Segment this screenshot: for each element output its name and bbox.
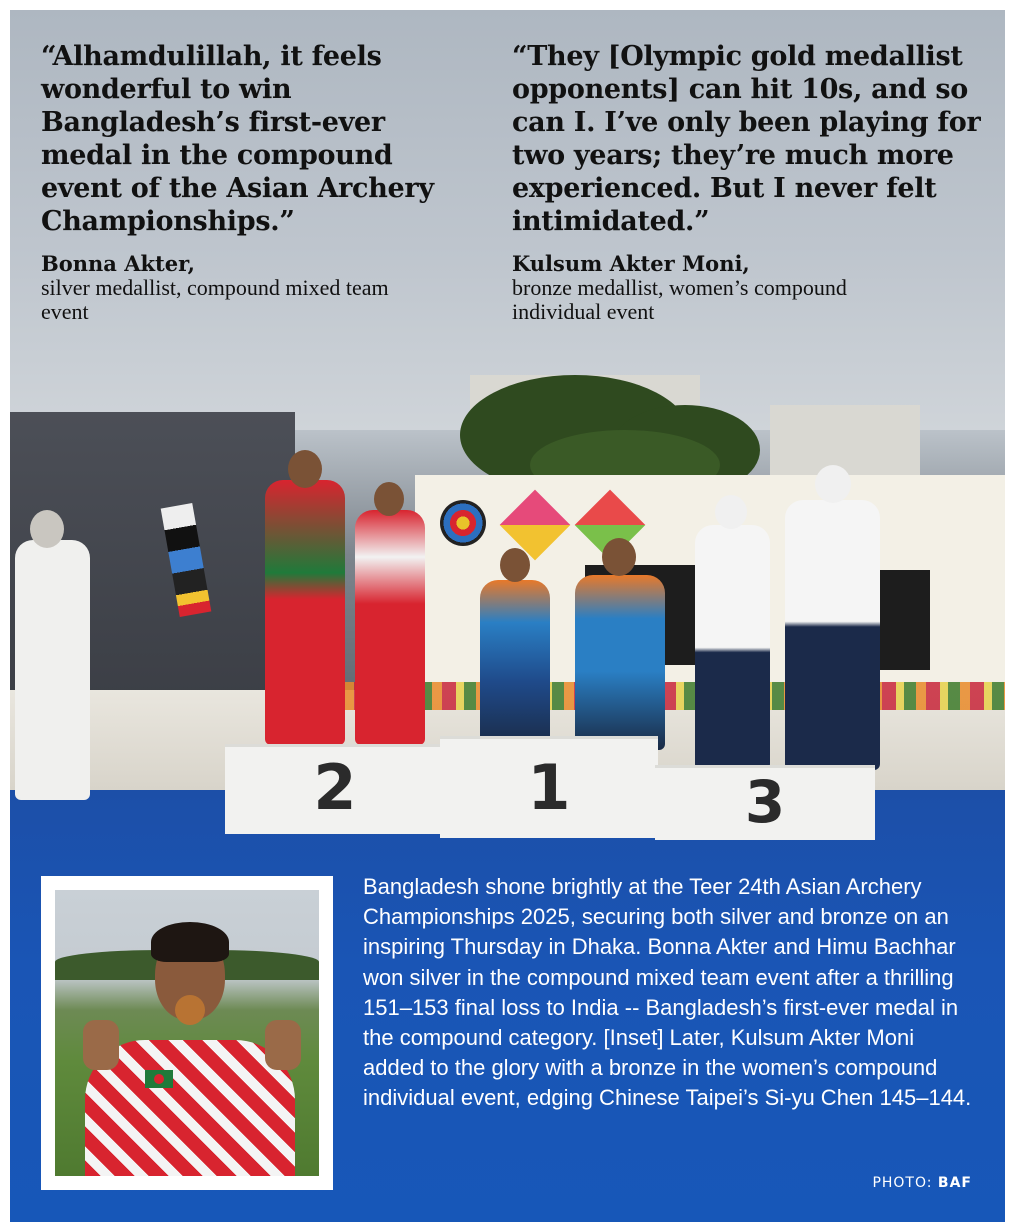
- podium-number: 3: [744, 768, 786, 836]
- medal: [175, 995, 205, 1025]
- podium-number: 1: [527, 751, 571, 824]
- photo-credit-source: BAF: [937, 1175, 972, 1191]
- flag-disc: [154, 1074, 164, 1084]
- podium-first: [440, 736, 658, 838]
- athlete-head: [288, 450, 322, 488]
- athlete-hair: [151, 922, 229, 962]
- athlete-head: [500, 548, 530, 582]
- athlete-head: [602, 538, 636, 576]
- quote-block: [512, 40, 982, 324]
- official: [15, 540, 90, 800]
- podium-number: 2: [313, 751, 357, 824]
- athlete-bronze-woman: [695, 525, 770, 770]
- athlete-bronze-man: [785, 500, 880, 770]
- athlete-head: [374, 482, 404, 516]
- inset-photo: [55, 890, 319, 1176]
- podium-second: [225, 744, 445, 834]
- athlete-head: [815, 465, 851, 503]
- quote-block: [41, 40, 461, 324]
- athlete-silver-woman: [355, 510, 425, 745]
- quote-author: Kulsum Akter Moni,: [512, 251, 750, 276]
- target-logo: [440, 500, 486, 546]
- flag-patch: [145, 1070, 173, 1088]
- athlete-silver-man: [265, 480, 345, 745]
- athlete-head: [715, 495, 747, 529]
- athlete-gold-man: [575, 575, 665, 750]
- podium-third: [655, 765, 875, 840]
- photo-caption: Bangladesh shone brightly at the Teer 24th Asian Archery Championships 2025, securing both silver and bronze on an inspiring Thursday in Dhaka. Bonna Akter and Himu Bachhar won silver in the compound mixed team event after a thrilling 151–153 final loss to India -- Bangladesh’s first-ever medal in the compound category. [Inset] Later, Kulsum Akter Moni added to the glory with a bronze in the women’s compound individual event, edging Chinese Taipei’s Si-yu Chen 145–144.: [363, 874, 972, 1111]
- quote-author: Bonna Akter,: [41, 251, 195, 276]
- quote-author-role: silver medallist, compound mixed team event: [41, 275, 389, 324]
- photo-credit: [872, 1175, 972, 1191]
- official-head: [30, 510, 64, 548]
- thumbs-up-hand: [83, 1020, 119, 1070]
- quote-author-role: bronze medallist, women’s compound individual event: [512, 275, 847, 324]
- photo-credit-label: PHOTO:: [872, 1175, 933, 1191]
- athlete-gold-woman: [480, 580, 550, 750]
- inset-photo-frame: [41, 876, 333, 1190]
- thumbs-up-hand: [265, 1020, 301, 1070]
- quote-text: “Alhamdulillah, it feels wonderful to win Bangladesh’s first-ever medal in the compound event of the Asian Archery Championships.”: [41, 41, 434, 237]
- quote-text: “They [Olympic gold medallist opponents] can hit 10s, and so can I. I’ve only been playing for two years; they’re much more experienced. But I never felt intimidated.”: [512, 41, 981, 237]
